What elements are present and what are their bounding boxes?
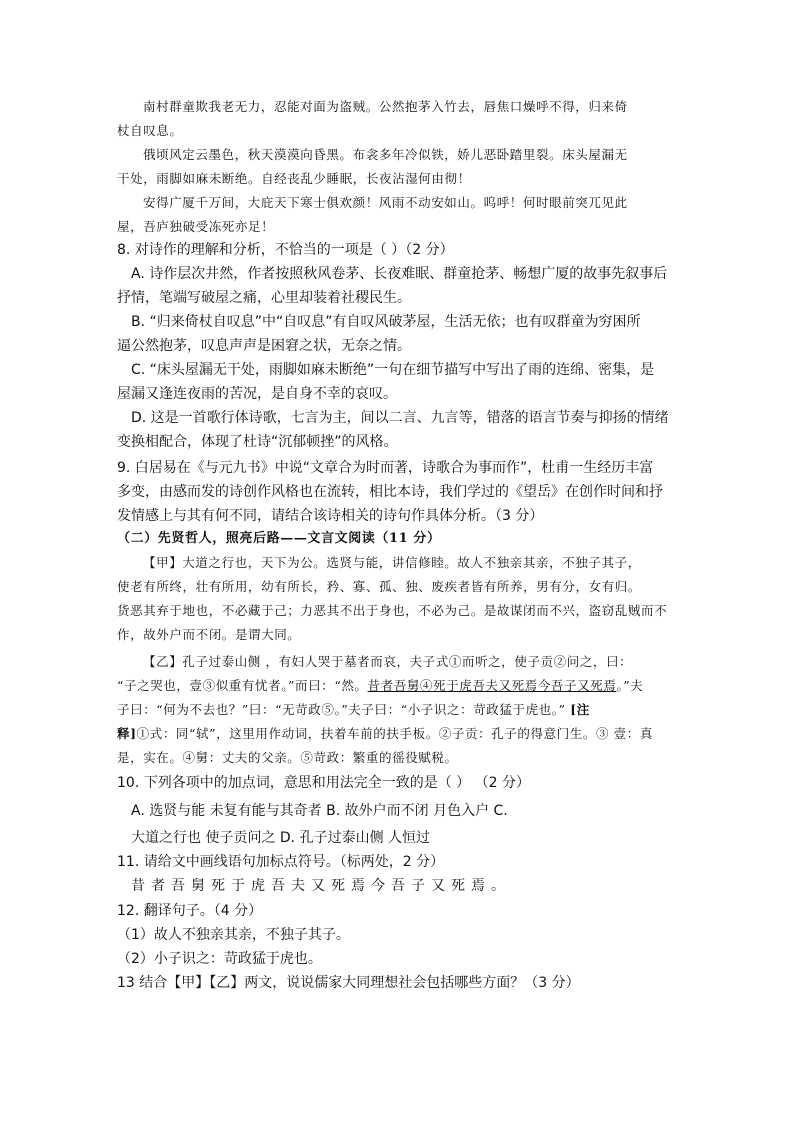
q8-option-a-cont: 抒情，笔端写破屋之痛，心里却装着社稷民生。: [117, 290, 411, 306]
question-9-cont: 多变，由感而发的诗创作风格也在流转，相比本诗，我们学过的《望岳》在创作时间和抒: [117, 484, 663, 500]
q8-option-b: B. “归来倚杖自叹息”中“自叹息”有自叹风破茅屋，生活无依；也有叹群童为穷困所: [131, 314, 641, 330]
passage-yi-text: “子之哭也，壹③似重有忧者。”而曰：“然。: [117, 678, 368, 693]
q8-option-d-cont: 变换相配合，体现了杜诗“沉郁顿挫”的风格。: [117, 434, 398, 450]
passage-yi-notes: [117, 725, 653, 743]
poem-line: 屋，吾庐独破受冻死亦足！: [117, 219, 275, 234]
poem-line: 南村群童欺我老无力，忍能对面为盗贼。公然抱茅入竹去，唇焦口燥呼不得，归来倚: [143, 99, 628, 114]
poem-line: 杖自叹息。: [117, 123, 183, 138]
question-12-item-1: （1）故人不独亲其亲，不独子其子。: [117, 927, 350, 943]
q8-option-b-cont: 逼公然抱茅，叹息声声是困窘之状，无奈之情。: [117, 338, 411, 354]
q8-option-c-cont: 屋漏又逢连夜雨的苦况，是自身不幸的哀叹。: [117, 386, 397, 402]
passage-jia-line: 货恶其弃于地也，不必藏于己；力恶其不出于身也，不必为己。是故谋闭而不兴，盗窃乱贼而不: [117, 603, 668, 618]
annotation-text: ①式：同“轼”，这里用作动词，扶着车前的扶手板。②子贡：孔子的得意门生。③ 壹：真: [136, 726, 653, 741]
question-11-sentence: 昔者吾舅死于虎吾夫又死焉今吾子又死焉。: [131, 878, 511, 894]
passage-yi-text: 。”夫: [616, 678, 644, 693]
q10-options-cd: 大道之行也 使子贡问之 D. 孔子过泰山侧 人恒过: [131, 830, 431, 846]
poem-line: 干处，雨脚如麻未断绝。自经丧乱少睡眠，长夜沾湿何由彻！: [117, 171, 471, 186]
section-heading: （二）先贤哲人，照亮后路——文言文阅读（11 分）: [117, 531, 441, 546]
q8-option-a: A. 诗作层次井然，作者按照秋风卷茅、长夜难眠、群童抢茅、畅想广厦的故事先叙事后: [131, 266, 668, 282]
question-8-stem: 8. 对诗作的理解和分析，不恰当的一项是（ ）（2 分）: [117, 242, 454, 258]
question-10-stem: 10. 下列各项中的加点词，意思和用法完全一致的是（ ） （2 分）: [117, 775, 530, 791]
poem-line: 俄顷风定云墨色，秋天漠漠向昏黑。布衾多年冷似铁，娇儿恶卧踏里裂。床头屋漏无: [143, 147, 628, 162]
annotation-label: [注: [570, 702, 590, 717]
passage-yi-text: 子曰：“何为不去也？”曰：“无苛政⑤。”夫子曰：“小子识之：苛政猛于虎也。”: [117, 702, 571, 717]
poem-line: 安得广厦千万间，大庇天下寒士俱欢颜！风雨不动安如山。呜呼！何时眼前突兀见此: [143, 195, 628, 210]
annotation-label: 释]: [117, 726, 137, 741]
q8-option-d: D. 这是一首歌行体诗歌，七言为主，间以二言、九言等，错落的语言节奏与抑扬的情绪: [131, 410, 669, 426]
question-9-cont: 发情感上与其有何不同，请结合该诗相关的诗句作具体分析。（3 分）: [117, 508, 544, 524]
passage-yi-line: 【乙】孔子过泰山侧 ，有妇人哭于墓者而哀，夫子式①而听之，使子贡②问之，曰：: [143, 654, 633, 669]
question-12-item-2: （2）小子识之：苛政猛于虎也。: [117, 951, 322, 967]
passage-yi-line: [117, 677, 643, 695]
underlined-sentence: 昔者吾舅④死于虎吾夫又死焉今吾子又死焉: [367, 678, 617, 693]
question-13-stem: 13 结合【甲】【乙】两文，说说儒家大同理想社会包括哪些方面？（3 分）: [117, 975, 580, 991]
passage-yi-notes: 是，实在。④舅：丈夫的父亲。⑤苛政：繁重的徭役赋税。: [117, 750, 458, 765]
q10-options-ab: A. 选贤与能 未复有能与其奇者 B. 故外户而不闭 月色入户 C.: [131, 803, 508, 819]
q8-option-c: C. “床头屋漏无干处，雨脚如麻未断绝”一句在细节描写中写出了雨的连绵、密集，是: [131, 362, 655, 378]
question-11-stem: 11. 请给文中画线语句加标点符号。（标两处，2 分）: [117, 854, 445, 870]
passage-jia-line: 使老有所终，壮有所用，幼有所长，矜、寡、孤、独、废疾者皆有所养，男有分，女有归。: [117, 579, 642, 594]
passage-jia-line: 作，故外户而不闭。是谓大同。: [117, 627, 301, 642]
question-9-stem: 9. 白居易在《与元九书》中说“文章合为时而著，诗歌合为事而作”，杜甫一生经历丰富: [117, 460, 654, 476]
question-12-stem: 12. 翻译句子。（4 分）: [117, 903, 263, 919]
passage-yi-line: [117, 701, 590, 719]
passage-jia-line: 【甲】大道之行也，天下为公。选贤与能，讲信修睦。故人不独亲其亲，不独子其子，: [143, 555, 641, 570]
